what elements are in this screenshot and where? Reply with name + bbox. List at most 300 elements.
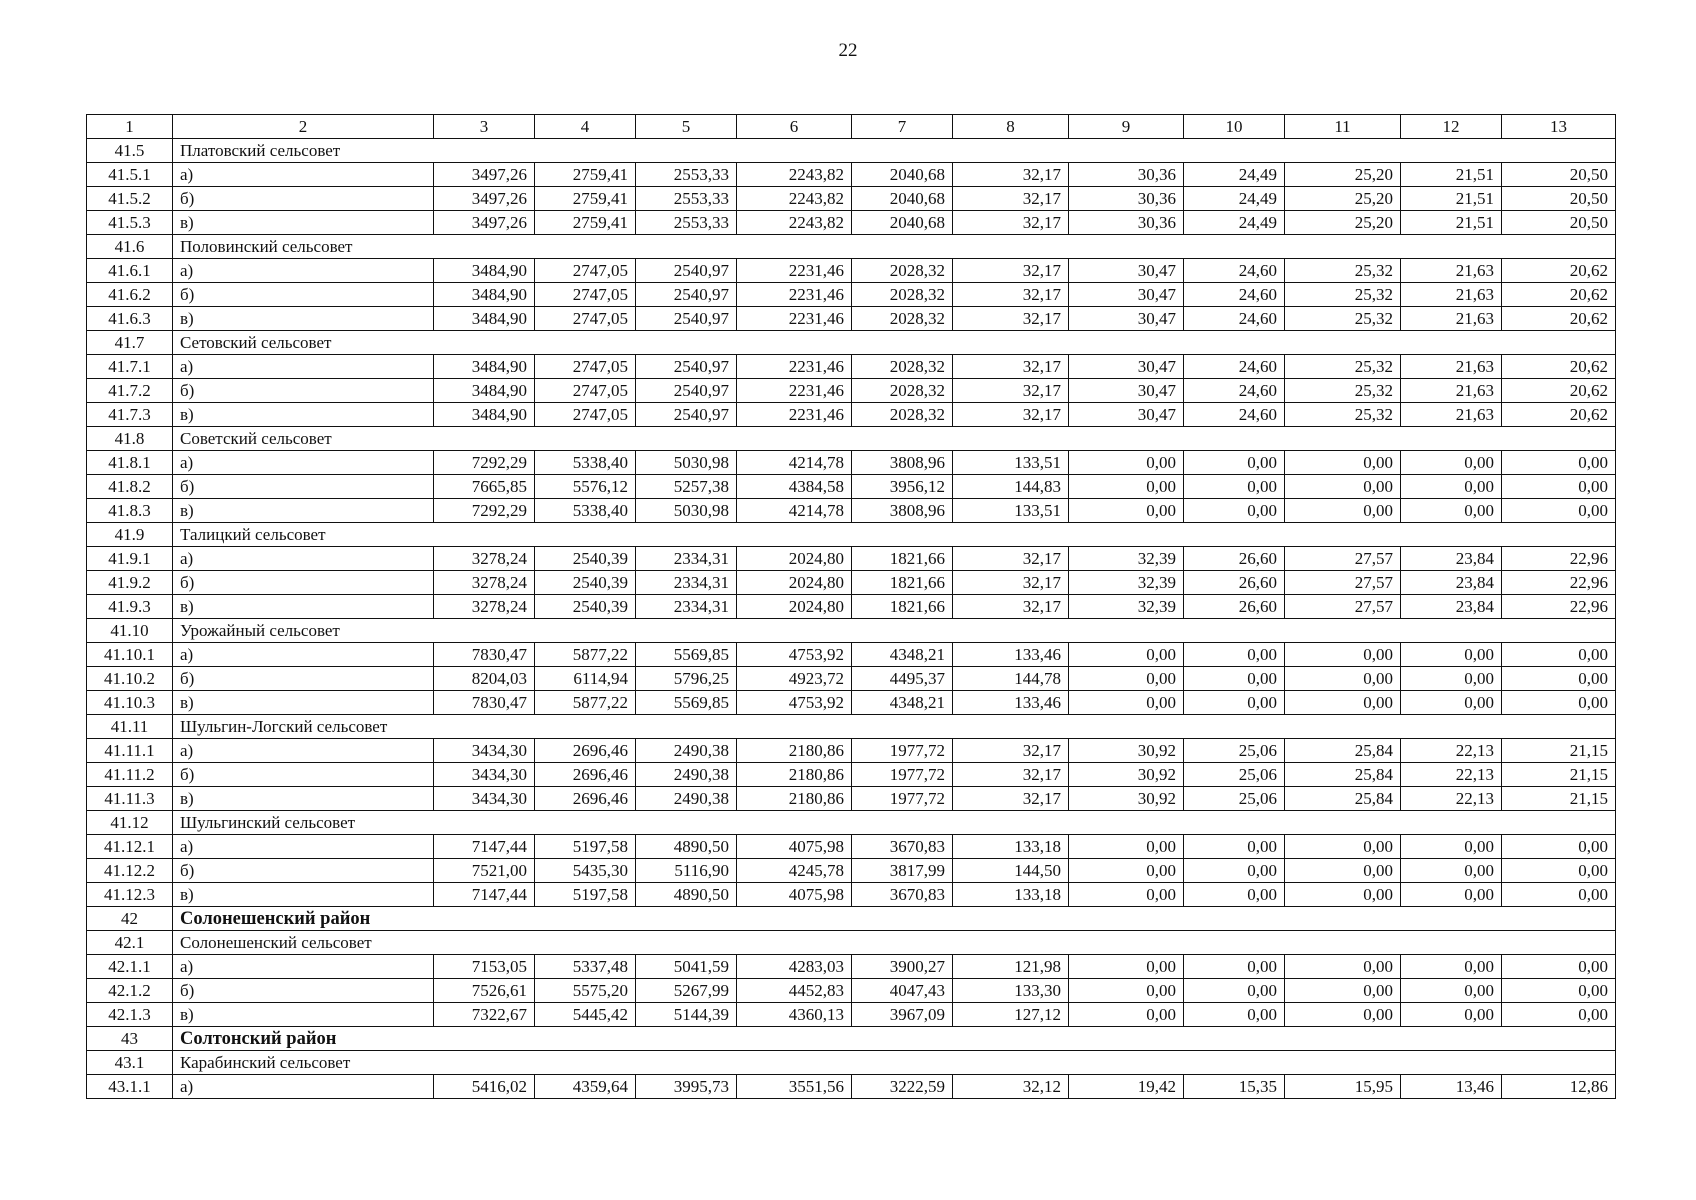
settlement-name: Шульгинский сельсовет: [173, 811, 1616, 835]
value-cell: 0,00: [1184, 859, 1285, 883]
value-cell: 32,17: [953, 163, 1069, 187]
value-cell: 0,00: [1184, 499, 1285, 523]
value-cell: 5575,20: [535, 979, 636, 1003]
variant-label: в): [173, 499, 434, 523]
value-cell: 0,00: [1401, 475, 1502, 499]
row-code: 41.11.2: [87, 763, 173, 787]
value-cell: 32,17: [953, 283, 1069, 307]
row-code: 41.6.3: [87, 307, 173, 331]
value-cell: 3484,90: [434, 403, 535, 427]
value-cell: 5877,22: [535, 643, 636, 667]
value-cell: 0,00: [1401, 859, 1502, 883]
column-number: 5: [636, 115, 737, 139]
row-code: 41.9.2: [87, 571, 173, 595]
value-cell: 30,47: [1069, 307, 1184, 331]
value-cell: 3278,24: [434, 571, 535, 595]
settlement-name: Урожайный сельсовет: [173, 619, 1616, 643]
value-cell: 2243,82: [737, 211, 852, 235]
row-code: 41.8.1: [87, 451, 173, 475]
value-cell: 2243,82: [737, 163, 852, 187]
value-cell: 0,00: [1069, 1003, 1184, 1027]
section-row: [87, 619, 1616, 643]
section-row: [87, 331, 1616, 355]
value-cell: 3817,99: [852, 859, 953, 883]
value-cell: 5144,39: [636, 1003, 737, 1027]
value-cell: 0,00: [1502, 955, 1616, 979]
table-row: [87, 595, 1616, 619]
value-cell: 5337,48: [535, 955, 636, 979]
value-cell: 25,84: [1285, 763, 1401, 787]
value-cell: 25,32: [1285, 403, 1401, 427]
value-cell: 0,00: [1401, 499, 1502, 523]
section-row: [87, 523, 1616, 547]
value-cell: 23,84: [1401, 571, 1502, 595]
value-cell: 0,00: [1069, 859, 1184, 883]
value-cell: 4075,98: [737, 883, 852, 907]
value-cell: 3808,96: [852, 451, 953, 475]
value-cell: 4923,72: [737, 667, 852, 691]
value-cell: 0,00: [1069, 691, 1184, 715]
value-cell: 2540,97: [636, 403, 737, 427]
value-cell: 32,39: [1069, 547, 1184, 571]
value-cell: 0,00: [1502, 499, 1616, 523]
value-cell: 25,32: [1285, 355, 1401, 379]
value-cell: 0,00: [1069, 955, 1184, 979]
value-cell: 5877,22: [535, 691, 636, 715]
value-cell: 5197,58: [535, 883, 636, 907]
value-cell: 2747,05: [535, 355, 636, 379]
value-cell: 7521,00: [434, 859, 535, 883]
value-cell: 0,00: [1184, 451, 1285, 475]
value-cell: 0,00: [1502, 835, 1616, 859]
settlement-name: Карабинский сельсовет: [173, 1051, 1616, 1075]
value-cell: 21,63: [1401, 307, 1502, 331]
value-cell: 2180,86: [737, 739, 852, 763]
variant-label: а): [173, 547, 434, 571]
table-row: [87, 691, 1616, 715]
value-cell: 4753,92: [737, 691, 852, 715]
value-cell: 2024,80: [737, 547, 852, 571]
value-cell: 2231,46: [737, 355, 852, 379]
value-cell: 4348,21: [852, 643, 953, 667]
value-cell: 32,17: [953, 187, 1069, 211]
value-cell: 5569,85: [636, 691, 737, 715]
value-cell: 21,51: [1401, 211, 1502, 235]
value-cell: 0,00: [1184, 691, 1285, 715]
variant-label: а): [173, 739, 434, 763]
value-cell: 21,63: [1401, 355, 1502, 379]
value-cell: 2490,38: [636, 787, 737, 811]
value-cell: 32,39: [1069, 595, 1184, 619]
value-cell: 6114,94: [535, 667, 636, 691]
value-cell: 0,00: [1285, 643, 1401, 667]
section-row: [87, 427, 1616, 451]
row-code: 41.11.3: [87, 787, 173, 811]
value-cell: 133,51: [953, 499, 1069, 523]
value-cell: 0,00: [1401, 691, 1502, 715]
table-row: [87, 403, 1616, 427]
column-number: 10: [1184, 115, 1285, 139]
value-cell: 2028,32: [852, 379, 953, 403]
value-cell: 2747,05: [535, 259, 636, 283]
value-cell: 0,00: [1401, 835, 1502, 859]
value-cell: 4890,50: [636, 883, 737, 907]
value-cell: 5445,42: [535, 1003, 636, 1027]
value-cell: 32,17: [953, 547, 1069, 571]
table-row: [87, 475, 1616, 499]
value-cell: 3551,56: [737, 1075, 852, 1099]
value-cell: 20,62: [1502, 379, 1616, 403]
value-cell: 3670,83: [852, 835, 953, 859]
value-cell: 5041,59: [636, 955, 737, 979]
table-row: [87, 643, 1616, 667]
value-cell: 20,62: [1502, 307, 1616, 331]
value-cell: 30,47: [1069, 259, 1184, 283]
value-cell: 7147,44: [434, 835, 535, 859]
value-cell: 4452,83: [737, 979, 852, 1003]
table-row: [87, 787, 1616, 811]
table-row: [87, 979, 1616, 1003]
variant-label: в): [173, 691, 434, 715]
value-cell: 4214,78: [737, 499, 852, 523]
settlement-name: Платовский сельсовет: [173, 139, 1616, 163]
column-number: 11: [1285, 115, 1401, 139]
value-cell: 24,49: [1184, 163, 1285, 187]
value-cell: 21,63: [1401, 379, 1502, 403]
value-cell: 7322,67: [434, 1003, 535, 1027]
value-cell: 5569,85: [636, 643, 737, 667]
row-code: 41.8.2: [87, 475, 173, 499]
value-cell: 1821,66: [852, 547, 953, 571]
row-code: 42.1.1: [87, 955, 173, 979]
value-cell: 2024,80: [737, 595, 852, 619]
value-cell: 2747,05: [535, 379, 636, 403]
variant-label: б): [173, 379, 434, 403]
value-cell: 2334,31: [636, 571, 737, 595]
value-cell: 0,00: [1285, 979, 1401, 1003]
value-cell: 4753,92: [737, 643, 852, 667]
value-cell: 7830,47: [434, 691, 535, 715]
value-cell: 32,12: [953, 1075, 1069, 1099]
row-code: 41.9.1: [87, 547, 173, 571]
settlement-name: Сетовский сельсовет: [173, 331, 1616, 355]
value-cell: 25,84: [1285, 787, 1401, 811]
value-cell: 2231,46: [737, 259, 852, 283]
value-cell: 5338,40: [535, 499, 636, 523]
variant-label: в): [173, 787, 434, 811]
value-cell: 22,96: [1502, 595, 1616, 619]
table-row: [87, 859, 1616, 883]
value-cell: 0,00: [1184, 979, 1285, 1003]
value-cell: 21,51: [1401, 163, 1502, 187]
value-cell: 32,17: [953, 307, 1069, 331]
value-cell: 2040,68: [852, 187, 953, 211]
value-cell: 20,50: [1502, 211, 1616, 235]
value-cell: 0,00: [1285, 667, 1401, 691]
value-cell: 26,60: [1184, 571, 1285, 595]
row-code: 41.7.3: [87, 403, 173, 427]
value-cell: 2696,46: [535, 739, 636, 763]
table-row: [87, 259, 1616, 283]
value-cell: 24,49: [1184, 211, 1285, 235]
value-cell: 1821,66: [852, 571, 953, 595]
table-row: [87, 667, 1616, 691]
value-cell: 0,00: [1285, 955, 1401, 979]
value-cell: 7292,29: [434, 499, 535, 523]
value-cell: 25,06: [1184, 787, 1285, 811]
value-cell: 3434,30: [434, 739, 535, 763]
table-row: [87, 451, 1616, 475]
value-cell: 25,32: [1285, 379, 1401, 403]
table-row: [87, 307, 1616, 331]
variant-label: в): [173, 595, 434, 619]
value-cell: 7147,44: [434, 883, 535, 907]
value-cell: 2759,41: [535, 187, 636, 211]
value-cell: 0,00: [1401, 1003, 1502, 1027]
value-cell: 30,92: [1069, 763, 1184, 787]
value-cell: 3967,09: [852, 1003, 953, 1027]
value-cell: 21,15: [1502, 763, 1616, 787]
value-cell: 144,50: [953, 859, 1069, 883]
value-cell: 144,83: [953, 475, 1069, 499]
row-code: 43.1: [87, 1051, 173, 1075]
value-cell: 5267,99: [636, 979, 737, 1003]
value-cell: 25,06: [1184, 739, 1285, 763]
value-cell: 2490,38: [636, 739, 737, 763]
row-code: 41.7.1: [87, 355, 173, 379]
value-cell: 20,62: [1502, 403, 1616, 427]
value-cell: 25,20: [1285, 187, 1401, 211]
value-cell: 22,13: [1401, 739, 1502, 763]
value-cell: 5257,38: [636, 475, 737, 499]
value-cell: 32,17: [953, 211, 1069, 235]
variant-label: в): [173, 403, 434, 427]
value-cell: 32,17: [953, 379, 1069, 403]
table-row: [87, 379, 1616, 403]
value-cell: 5030,98: [636, 451, 737, 475]
value-cell: 133,18: [953, 883, 1069, 907]
table-row: [87, 1075, 1616, 1099]
value-cell: 26,60: [1184, 547, 1285, 571]
row-code: 41.8.3: [87, 499, 173, 523]
value-cell: 0,00: [1401, 451, 1502, 475]
value-cell: 2334,31: [636, 595, 737, 619]
variant-label: а): [173, 355, 434, 379]
value-cell: 0,00: [1401, 979, 1502, 1003]
value-cell: 24,49: [1184, 187, 1285, 211]
value-cell: 0,00: [1184, 883, 1285, 907]
value-cell: 0,00: [1184, 475, 1285, 499]
value-cell: 32,17: [953, 571, 1069, 595]
row-code: 41.9.3: [87, 595, 173, 619]
value-cell: 133,46: [953, 643, 1069, 667]
value-cell: 5338,40: [535, 451, 636, 475]
value-cell: 3278,24: [434, 547, 535, 571]
value-cell: 2028,32: [852, 283, 953, 307]
value-cell: 2231,46: [737, 307, 852, 331]
value-cell: 21,63: [1401, 403, 1502, 427]
value-cell: 2334,31: [636, 547, 737, 571]
value-cell: 0,00: [1285, 859, 1401, 883]
value-cell: 4495,37: [852, 667, 953, 691]
value-cell: 2540,39: [535, 571, 636, 595]
value-cell: 4359,64: [535, 1075, 636, 1099]
district-row: [87, 907, 1616, 931]
value-cell: 0,00: [1184, 835, 1285, 859]
value-cell: 27,57: [1285, 571, 1401, 595]
variant-label: б): [173, 859, 434, 883]
value-cell: 7292,29: [434, 451, 535, 475]
settlement-name: Советский сельсовет: [173, 427, 1616, 451]
value-cell: 21,15: [1502, 787, 1616, 811]
value-cell: 0,00: [1285, 475, 1401, 499]
value-cell: 2243,82: [737, 187, 852, 211]
table-row: [87, 355, 1616, 379]
variant-label: а): [173, 955, 434, 979]
value-cell: 2040,68: [852, 163, 953, 187]
value-cell: 19,42: [1069, 1075, 1184, 1099]
variant-label: б): [173, 187, 434, 211]
table-row: [87, 739, 1616, 763]
table-row: [87, 163, 1616, 187]
row-code: 41.6.2: [87, 283, 173, 307]
value-cell: 13,46: [1401, 1075, 1502, 1099]
value-cell: 127,12: [953, 1003, 1069, 1027]
value-cell: 3484,90: [434, 283, 535, 307]
variant-label: в): [173, 883, 434, 907]
value-cell: 2180,86: [737, 787, 852, 811]
value-cell: 0,00: [1069, 835, 1184, 859]
column-number: 8: [953, 115, 1069, 139]
value-cell: 25,32: [1285, 259, 1401, 283]
value-cell: 4283,03: [737, 955, 852, 979]
row-code: 41.11: [87, 715, 173, 739]
value-cell: 25,84: [1285, 739, 1401, 763]
value-cell: 3484,90: [434, 307, 535, 331]
value-cell: 2028,32: [852, 307, 953, 331]
value-cell: 3995,73: [636, 1075, 737, 1099]
variant-label: б): [173, 763, 434, 787]
row-code: 41.7.2: [87, 379, 173, 403]
value-cell: 3222,59: [852, 1075, 953, 1099]
value-cell: 0,00: [1184, 667, 1285, 691]
value-cell: 32,17: [953, 259, 1069, 283]
value-cell: 0,00: [1069, 475, 1184, 499]
value-cell: 3497,26: [434, 187, 535, 211]
row-code: 41.10.2: [87, 667, 173, 691]
value-cell: 0,00: [1069, 643, 1184, 667]
value-cell: 4047,43: [852, 979, 953, 1003]
value-cell: 3484,90: [434, 355, 535, 379]
value-cell: 0,00: [1401, 883, 1502, 907]
value-cell: 2540,39: [535, 547, 636, 571]
variant-label: в): [173, 307, 434, 331]
variant-label: а): [173, 643, 434, 667]
column-number: 1: [87, 115, 173, 139]
variant-label: б): [173, 283, 434, 307]
section-row: [87, 139, 1616, 163]
tariff-table: [86, 114, 1616, 1099]
value-cell: 3497,26: [434, 211, 535, 235]
row-code: 41.10: [87, 619, 173, 643]
value-cell: 21,51: [1401, 187, 1502, 211]
value-cell: 20,62: [1502, 259, 1616, 283]
value-cell: 3484,90: [434, 379, 535, 403]
value-cell: 1977,72: [852, 763, 953, 787]
value-cell: 25,32: [1285, 307, 1401, 331]
value-cell: 0,00: [1401, 667, 1502, 691]
value-cell: 5435,30: [535, 859, 636, 883]
value-cell: 32,17: [953, 763, 1069, 787]
value-cell: 4890,50: [636, 835, 737, 859]
value-cell: 15,35: [1184, 1075, 1285, 1099]
value-cell: 0,00: [1069, 883, 1184, 907]
value-cell: 0,00: [1401, 643, 1502, 667]
value-cell: 32,17: [953, 739, 1069, 763]
table-row: [87, 187, 1616, 211]
section-row: [87, 715, 1616, 739]
value-cell: 23,84: [1401, 595, 1502, 619]
value-cell: 0,00: [1285, 691, 1401, 715]
value-cell: 0,00: [1069, 979, 1184, 1003]
value-cell: 32,39: [1069, 571, 1184, 595]
table-row: [87, 571, 1616, 595]
value-cell: 22,13: [1401, 763, 1502, 787]
value-cell: 0,00: [1502, 451, 1616, 475]
variant-label: а): [173, 835, 434, 859]
value-cell: 20,62: [1502, 283, 1616, 307]
variant-label: в): [173, 1003, 434, 1027]
row-code: 41.12: [87, 811, 173, 835]
row-code: 41.6: [87, 235, 173, 259]
table-row: [87, 283, 1616, 307]
value-cell: 7526,61: [434, 979, 535, 1003]
value-cell: 0,00: [1069, 499, 1184, 523]
value-cell: 12,86: [1502, 1075, 1616, 1099]
value-cell: 24,60: [1184, 259, 1285, 283]
value-cell: 2747,05: [535, 403, 636, 427]
value-cell: 3484,90: [434, 259, 535, 283]
value-cell: 3670,83: [852, 883, 953, 907]
value-cell: 0,00: [1502, 691, 1616, 715]
value-cell: 8204,03: [434, 667, 535, 691]
value-cell: 0,00: [1069, 451, 1184, 475]
value-cell: 3434,30: [434, 763, 535, 787]
value-cell: 2696,46: [535, 763, 636, 787]
value-cell: 2759,41: [535, 163, 636, 187]
value-cell: 23,84: [1401, 547, 1502, 571]
table-row: [87, 1003, 1616, 1027]
section-row: [87, 235, 1616, 259]
row-code: 41.12.1: [87, 835, 173, 859]
variant-label: а): [173, 259, 434, 283]
value-cell: 0,00: [1184, 955, 1285, 979]
row-code: 42.1: [87, 931, 173, 955]
settlement-name: Половинский сельсовет: [173, 235, 1616, 259]
row-code: 41.10.1: [87, 643, 173, 667]
value-cell: 24,60: [1184, 355, 1285, 379]
value-cell: 2024,80: [737, 571, 852, 595]
value-cell: 0,00: [1184, 1003, 1285, 1027]
row-code: 42.1.3: [87, 1003, 173, 1027]
value-cell: 0,00: [1502, 667, 1616, 691]
value-cell: 25,20: [1285, 211, 1401, 235]
value-cell: 2747,05: [535, 307, 636, 331]
value-cell: 2040,68: [852, 211, 953, 235]
value-cell: 4214,78: [737, 451, 852, 475]
district-name: Солонешенский район: [173, 907, 1616, 931]
value-cell: 2028,32: [852, 355, 953, 379]
